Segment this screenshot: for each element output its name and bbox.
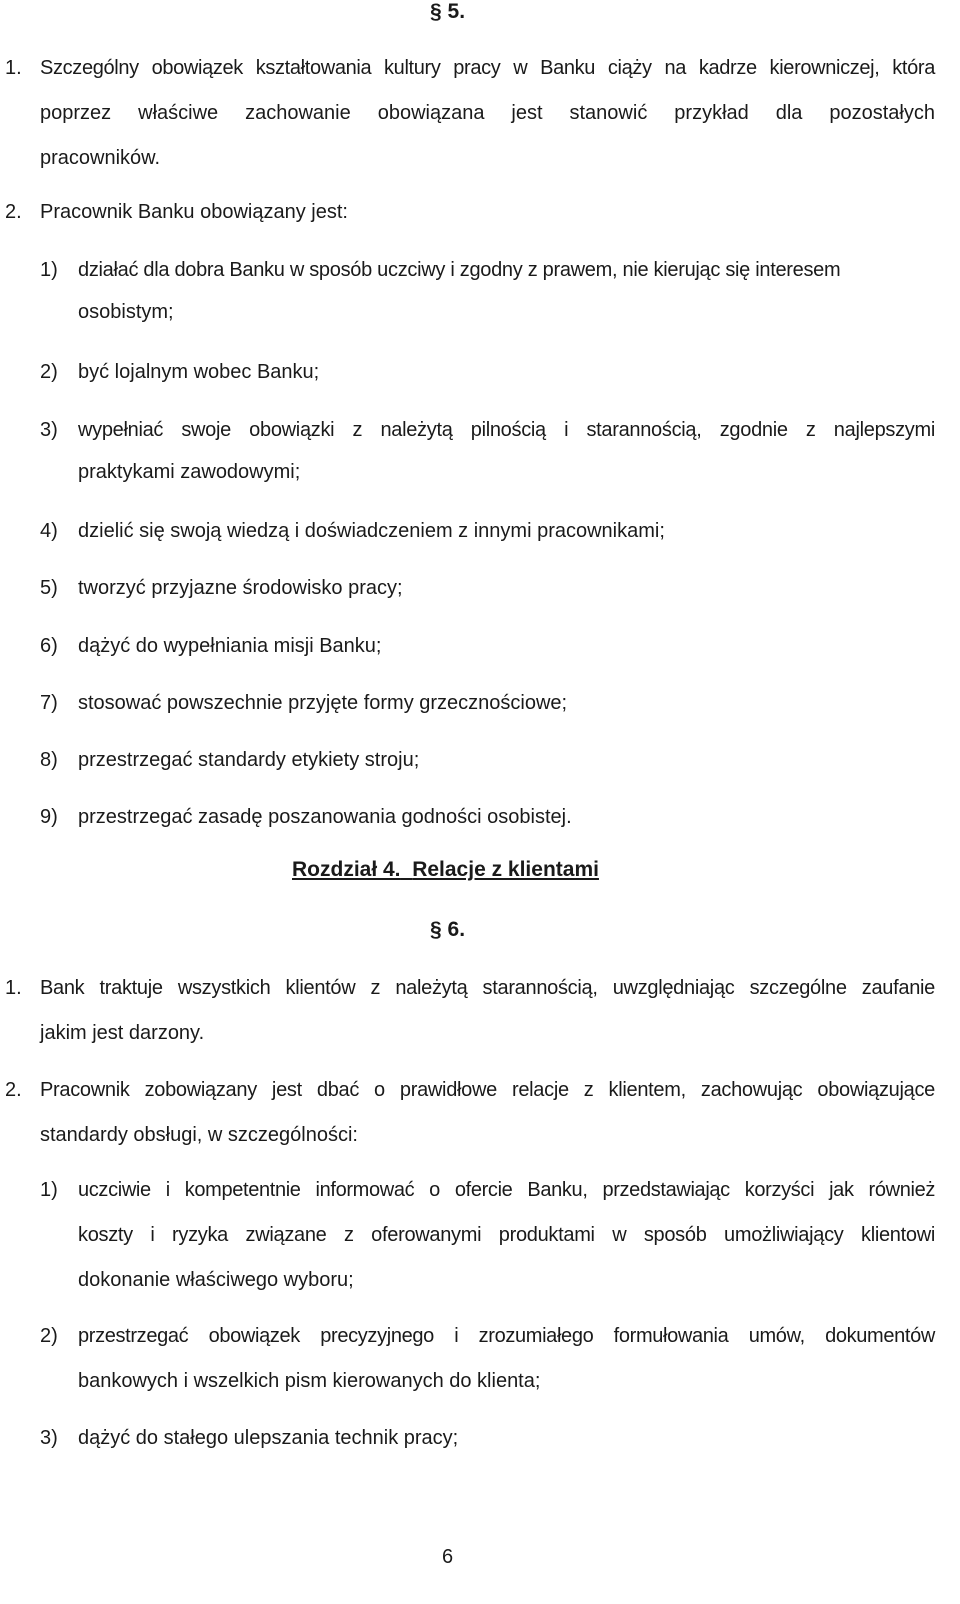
item-number: 9) — [40, 806, 58, 828]
item-line: dzielić się swoją wiedzą i doświadczeniem z innymi pracownikami; — [78, 520, 665, 542]
item-line: praktykami zawodowymi; — [78, 461, 301, 483]
point-line: pracowników. — [40, 147, 161, 169]
item-line: dążyć do stałego ulepszania technik pracy; — [78, 1427, 459, 1449]
point-line: Bank traktuje wszystkich klientów z należytą starannością, uwzględniając szczególne zaufanie — [40, 977, 935, 999]
item-line: stosować powszechnie przyjęte formy grzecznościowe; — [78, 692, 568, 714]
item-line: działać dla dobra Banku w sposób uczciwy i zgodny z prawem, nie kierując się interesem — [78, 259, 841, 281]
item-line: osobistym; — [78, 301, 174, 323]
item-number: 7) — [40, 692, 58, 714]
point-number: 1. — [5, 57, 22, 79]
point-number: 2. — [5, 1079, 22, 1101]
point-line: standardy obsługi, w szczególności: — [40, 1124, 358, 1146]
section-6-heading: § 6. — [430, 918, 466, 941]
item-line: koszty i ryzyka związane z oferowanymi produktami w sposób umożliwiający klientowi — [78, 1224, 935, 1246]
item-number: 4) — [40, 520, 58, 542]
item-number: 6) — [40, 635, 58, 657]
point-line: jakim jest darzony. — [40, 1022, 205, 1044]
item-number: 3) — [40, 419, 58, 441]
item-line: uczciwie i kompetentnie informować o ofercie Banku, przedstawiając korzyści jak również — [78, 1179, 935, 1201]
item-line: dążyć do wypełniania misji Banku; — [78, 635, 382, 657]
item-number: 8) — [40, 749, 58, 771]
item-line: bankowych i wszelkich pism kierowanych do klienta; — [78, 1370, 541, 1392]
page-number: 6 — [442, 1546, 454, 1568]
point-line: Pracownik Banku obowiązany jest: — [40, 201, 348, 223]
chapter-label: Rozdział 4. — [292, 858, 401, 881]
item-line: dokonanie właściwego wyboru; — [78, 1269, 354, 1291]
point-line: Pracownik zobowiązany jest dbać o prawidłowe relacje z klientem, zachowując obowiązujące — [40, 1079, 935, 1101]
item-number: 1) — [40, 1179, 58, 1201]
item-line: być lojalnym wobec Banku; — [78, 361, 320, 383]
item-number: 5) — [40, 577, 58, 599]
item-number: 3) — [40, 1427, 58, 1449]
item-number: 2) — [40, 361, 58, 383]
item-number: 2) — [40, 1325, 58, 1347]
item-line: wypełniać swoje obowiązki z należytą pilnością i starannością, zgodnie z najlepszymi — [78, 419, 935, 441]
point-number: 1. — [5, 977, 22, 999]
item-line: przestrzegać standardy etykiety stroju; — [78, 749, 420, 771]
point-line: poprzez właściwe zachowanie obowiązana jest stanowić przykład dla pozostałych — [40, 102, 935, 124]
point-number: 2. — [5, 201, 22, 223]
point-line: Szczególny obowiązek kształtowania kultury pracy w Banku ciąży na kadrze kierowniczej, która — [40, 57, 935, 79]
item-number: 1) — [40, 259, 58, 281]
item-line: przestrzegać zasadę poszanowania godności osobistej. — [78, 806, 572, 828]
item-line: przestrzegać obowiązek precyzyjnego i zrozumiałego formułowania umów, dokumentów — [78, 1325, 935, 1347]
chapter-heading — [292, 858, 599, 882]
section-5-heading: § 5. — [430, 0, 466, 23]
item-line: tworzyć przyjazne środowisko pracy; — [78, 577, 403, 599]
chapter-title: Relacje z klientami — [412, 858, 599, 881]
